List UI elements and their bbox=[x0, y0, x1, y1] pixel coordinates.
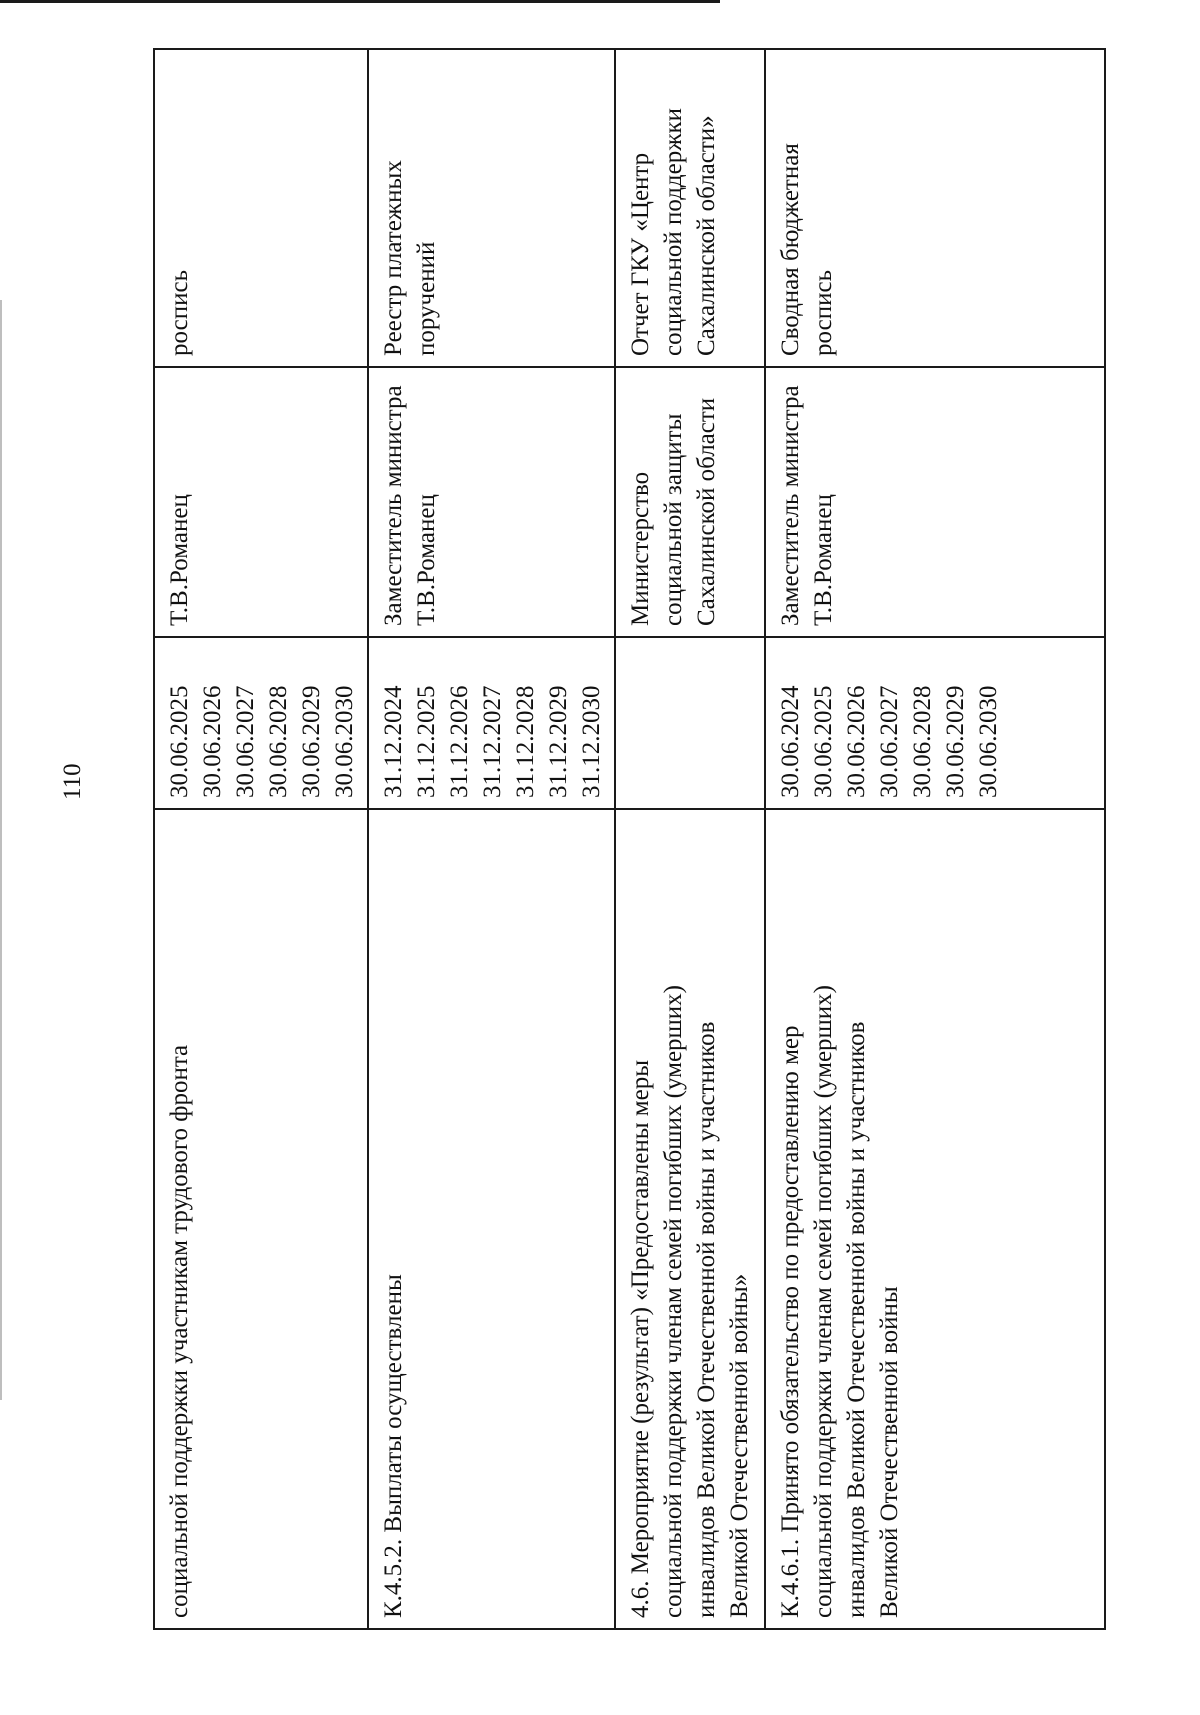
date-line: 30.06.2025 bbox=[166, 685, 193, 798]
cell-line: инвалидов Великой Отечественной войны и участников bbox=[843, 1021, 870, 1618]
page-number: 110 bbox=[59, 763, 86, 800]
dates-cell bbox=[154, 637, 368, 809]
cell-line: Заместитель министра bbox=[380, 385, 407, 626]
date-line: 30.06.2024 bbox=[777, 685, 804, 798]
date-line: 30.06.2026 bbox=[199, 685, 226, 798]
date-line: 30.06.2027 bbox=[876, 685, 903, 798]
cell-line: социальной поддержки членам семей погибших (умерших) bbox=[810, 984, 837, 1618]
date-line: 30.06.2026 bbox=[843, 685, 870, 798]
cell-line: Сахалинской области» bbox=[693, 115, 720, 356]
cell-line: Министерство bbox=[627, 471, 654, 626]
description-cell bbox=[368, 809, 615, 1629]
cell-line: Сахалинской области bbox=[693, 397, 720, 626]
date-line: 31.12.2029 bbox=[545, 685, 572, 798]
dates-cell bbox=[765, 637, 1105, 809]
cell-line: поручений bbox=[413, 241, 440, 356]
document-cell bbox=[615, 49, 765, 367]
date-line: 31.12.2028 bbox=[512, 685, 539, 798]
description-cell bbox=[615, 809, 765, 1629]
document-cell bbox=[368, 49, 615, 367]
cell-line: Т.В.Романец bbox=[810, 494, 837, 626]
responsible-cell bbox=[368, 367, 615, 637]
cell-line: инвалидов Великой Отечественной войны и участников bbox=[693, 1021, 720, 1618]
cell-line: социальной поддержки bbox=[660, 107, 687, 356]
date-line: 31.12.2026 bbox=[446, 685, 473, 798]
cell-line: социальной защиты bbox=[660, 413, 687, 626]
responsible-cell bbox=[154, 367, 368, 637]
rotated-table-wrapper bbox=[153, 50, 1067, 1630]
responsible-cell bbox=[615, 367, 765, 637]
cell-line: социальной поддержки членам семей погибших (умерших) bbox=[660, 984, 687, 1618]
description-cell bbox=[154, 809, 368, 1629]
date-line: 30.06.2028 bbox=[909, 685, 936, 798]
table-row bbox=[368, 49, 615, 1629]
table-row bbox=[765, 49, 1105, 1629]
date-line: 31.12.2027 bbox=[479, 685, 506, 798]
cell-line: К.4.5.2. Выплаты осуществлены bbox=[380, 1274, 407, 1618]
date-line: 31.12.2025 bbox=[413, 685, 440, 798]
scan-edge-left bbox=[0, 300, 2, 1400]
date-line: 31.12.2024 bbox=[380, 685, 407, 798]
cell-line: роспись bbox=[810, 270, 837, 356]
scan-edge-top bbox=[0, 0, 720, 3]
date-line: 30.06.2030 bbox=[975, 685, 1002, 798]
cell-line: 4.6. Мероприятие (результат) «Предоставлены меры bbox=[627, 1059, 654, 1618]
date-line: 30.06.2028 bbox=[265, 685, 292, 798]
cell-line: роспись bbox=[166, 270, 193, 356]
plan-table bbox=[153, 48, 1106, 1630]
cell-line: Великой Отечественной войны bbox=[876, 1286, 903, 1618]
date-line: 30.06.2027 bbox=[232, 685, 259, 798]
dates-cell bbox=[368, 637, 615, 809]
date-line: 30.06.2025 bbox=[810, 685, 837, 798]
cell-line: К.4.6.1. Принято обязательство по предоставлению мер bbox=[777, 1025, 804, 1618]
date-line: 31.12.2030 bbox=[578, 685, 605, 798]
cell-line: Отчет ГКУ «Центр bbox=[627, 152, 654, 356]
description-cell bbox=[765, 809, 1105, 1629]
responsible-cell bbox=[765, 367, 1105, 637]
cell-line: Т.В.Романец bbox=[166, 494, 193, 626]
cell-line: Заместитель министра bbox=[777, 385, 804, 626]
cell-line: Реестр платежных bbox=[380, 160, 407, 356]
cell-line: Сводная бюджетная bbox=[777, 143, 804, 356]
date-line: 30.06.2029 bbox=[298, 685, 325, 798]
document-cell bbox=[765, 49, 1105, 367]
date-line: 30.06.2030 bbox=[331, 685, 358, 798]
cell-line: Т.В.Романец bbox=[413, 494, 440, 626]
document-cell bbox=[154, 49, 368, 367]
table-row bbox=[154, 49, 368, 1629]
cell-line: Великой Отечественной войны» bbox=[726, 1273, 753, 1618]
date-line: 30.06.2029 bbox=[942, 685, 969, 798]
dates-cell bbox=[615, 637, 765, 809]
table-row bbox=[615, 49, 765, 1629]
cell-line: социальной поддержки участникам трудового фронта bbox=[166, 1044, 193, 1618]
